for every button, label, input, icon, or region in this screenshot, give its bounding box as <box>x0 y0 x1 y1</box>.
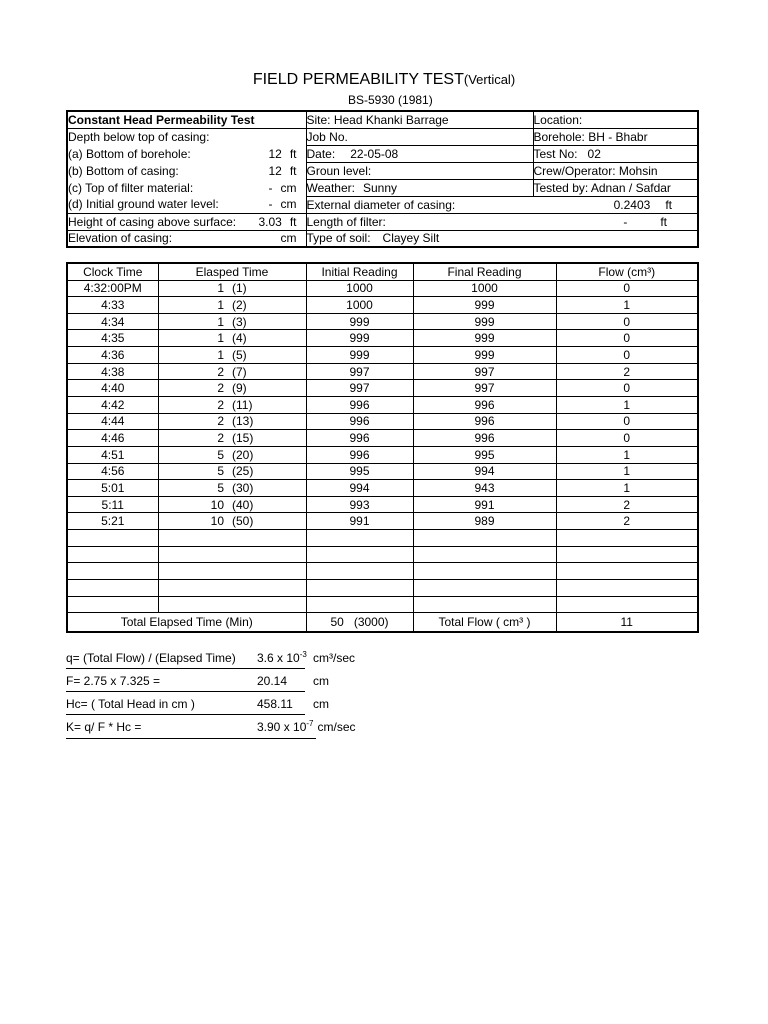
flow-cell: 1 <box>556 297 698 314</box>
total-elapsed-label: Total Elapsed Time (Min) <box>67 613 306 632</box>
elapsed-interval: 1 <box>217 297 224 312</box>
calc-k-label: K= q/ F * Hc = <box>66 720 142 734</box>
flow-cell: 0 <box>556 380 698 397</box>
initial-reading-cell: 1000 <box>306 297 413 314</box>
test-no-cell <box>533 145 698 162</box>
info-row <box>67 128 698 145</box>
final-reading-cell: 999 <box>413 313 556 330</box>
casing-bottom-cell <box>67 162 306 179</box>
elapsed-time-group <box>159 514 306 528</box>
empty-cell <box>158 530 306 547</box>
column-header-flow: Flow (cm³) <box>556 263 698 280</box>
empty-cell <box>306 580 413 597</box>
flow-cell: 0 <box>556 330 698 347</box>
initial-reading-cell: 997 <box>306 380 413 397</box>
flow-cell: 1 <box>556 463 698 480</box>
calc-f-value: 20.14 <box>257 674 288 688</box>
filter-length-label: Length of filter: <box>306 214 386 229</box>
final-reading-cell: 999 <box>413 347 556 364</box>
ground-water-field <box>68 197 306 211</box>
ground-water-cell <box>67 196 306 213</box>
empty-cell <box>306 530 413 547</box>
elapsed-time-cell <box>158 330 306 347</box>
elapsed-interval: 1 <box>217 331 224 346</box>
readings-header-row <box>67 263 698 280</box>
final-reading-cell: 994 <box>413 463 556 480</box>
elapsed-time-group <box>159 398 306 412</box>
initial-reading-cell: 1000 <box>306 280 413 297</box>
final-reading-cell: 995 <box>413 446 556 463</box>
flow-cell: 0 <box>556 347 698 364</box>
casing-height-unit: ft <box>289 214 297 229</box>
filter-length-field <box>307 215 698 229</box>
empty-cell <box>158 546 306 563</box>
soil-type-cell <box>306 230 698 247</box>
casing-diameter-value-group <box>614 198 697 212</box>
location-cell: Location: <box>533 111 698 128</box>
calc-q-unit: cm³/sec <box>313 651 355 665</box>
clock-time-cell: 5:11 <box>67 496 158 513</box>
flow-cell: 0 <box>556 413 698 430</box>
elapsed-cumulative: (5) <box>232 347 247 362</box>
calc-q <box>66 651 386 665</box>
elapsed-interval: 1 <box>217 347 224 362</box>
elapsed-time-cell <box>158 347 306 364</box>
elapsed-cumulative: (15) <box>232 431 254 446</box>
empty-row <box>67 563 698 580</box>
casing-elevation-unit: cm <box>280 231 297 246</box>
empty-cell <box>306 596 413 613</box>
initial-reading-cell: 996 <box>306 430 413 447</box>
elapsed-interval: 5 <box>217 447 224 462</box>
filter-length-value-group <box>623 215 697 229</box>
readings-table <box>66 262 699 633</box>
empty-cell <box>67 530 158 547</box>
empty-cell <box>556 580 698 597</box>
empty-cell <box>306 546 413 563</box>
total-flow-label: Total Flow ( cm³ ) <box>413 613 556 632</box>
borehole-bottom-field <box>68 147 306 161</box>
calc-hc-label: Hc= ( Total Head in cm ) <box>66 697 195 711</box>
total-elapsed-value: 50 <box>330 615 344 630</box>
elapsed-time-cell <box>158 280 306 297</box>
initial-reading-cell: 999 <box>306 313 413 330</box>
elapsed-time-cell <box>158 496 306 513</box>
calc-hc <box>66 697 386 711</box>
empty-cell <box>556 530 698 547</box>
initial-reading-cell: 997 <box>306 363 413 380</box>
calc-q-underline <box>66 668 305 669</box>
empty-cell <box>67 596 158 613</box>
calc-q-value-group <box>257 651 355 665</box>
info-row <box>67 111 698 128</box>
elapsed-cumulative: (1) <box>232 281 247 296</box>
initial-reading-cell: 991 <box>306 513 413 530</box>
filter-length-unit: ft <box>660 214 667 229</box>
elapsed-time-cell <box>158 513 306 530</box>
casing-height-label: Height of casing above surface: <box>68 214 237 229</box>
clock-time-cell: 4:36 <box>67 347 158 364</box>
calc-f-unit: cm <box>313 674 329 688</box>
empty-cell <box>158 596 306 613</box>
empty-cell <box>556 596 698 613</box>
total-flow-value: 11 <box>556 613 698 632</box>
elapsed-cumulative: (7) <box>232 364 247 379</box>
final-reading-cell: 1000 <box>413 280 556 297</box>
elapsed-cumulative: (50) <box>232 514 254 529</box>
filter-top-label: (c) Top of filter material: <box>68 180 194 195</box>
elapsed-cumulative: (40) <box>232 497 254 512</box>
empty-cell <box>67 563 158 580</box>
initial-reading-cell: 994 <box>306 480 413 497</box>
date-value: 22-05-08 <box>350 146 399 161</box>
clock-time-cell: 4:46 <box>67 430 158 447</box>
date-label: Date: <box>306 146 336 161</box>
casing-elevation-field <box>68 231 306 245</box>
borehole-bottom-cell <box>67 145 306 162</box>
clock-time-cell: 4:35 <box>67 330 158 347</box>
empty-cell <box>306 563 413 580</box>
casing-height-cell <box>67 213 306 230</box>
elapsed-time-group <box>159 281 306 295</box>
empty-cell <box>413 530 556 547</box>
initial-reading-cell: 995 <box>306 463 413 480</box>
empty-cell <box>158 580 306 597</box>
calc-q-label: q= (Total Flow) / (Elapsed Time) <box>66 651 236 665</box>
elapsed-time-group <box>159 498 306 512</box>
column-header-clock-time: Clock Time <box>67 263 158 280</box>
column-header-initial-reading: Initial Reading <box>306 263 413 280</box>
calc-f <box>66 674 386 688</box>
elapsed-interval: 10 <box>210 497 224 512</box>
clock-time-cell: 4:44 <box>67 413 158 430</box>
elapsed-interval: 1 <box>217 314 224 329</box>
casing-diameter-field <box>307 198 698 212</box>
elapsed-time-group <box>159 431 306 445</box>
elapsed-time-group <box>159 348 306 362</box>
flow-cell: 1 <box>556 480 698 497</box>
clock-time-cell: 4:32:00PM <box>67 280 158 297</box>
calc-f-underline <box>66 691 305 692</box>
final-reading-cell: 996 <box>413 396 556 413</box>
empty-cell <box>413 563 556 580</box>
readings-body <box>67 280 698 613</box>
reading-row <box>67 380 698 397</box>
elapsed-interval: 2 <box>217 381 224 396</box>
elapsed-cumulative: (25) <box>232 464 254 479</box>
reading-row <box>67 396 698 413</box>
casing-diameter-label: External diameter of casing: <box>306 197 456 212</box>
reading-row <box>67 513 698 530</box>
elapsed-interval: 2 <box>217 364 224 379</box>
info-row <box>67 213 698 230</box>
flow-cell: 1 <box>556 396 698 413</box>
casing-height-field <box>68 215 306 229</box>
casing-elevation-value-group <box>281 231 306 245</box>
calc-k <box>66 720 386 734</box>
final-reading-cell: 991 <box>413 496 556 513</box>
elapsed-interval: 2 <box>217 431 224 446</box>
calc-k-mantissa: 3.90 x 10 <box>257 720 307 734</box>
elapsed-time-group <box>159 298 306 312</box>
elapsed-time-cell <box>158 380 306 397</box>
site-cell: Site: Head Khanki Barrage <box>306 111 533 128</box>
elapsed-cumulative: (11) <box>232 397 253 412</box>
ground-level-cell: Groun level: <box>306 162 533 179</box>
calc-k-unit: cm/sec <box>317 720 356 734</box>
initial-reading-cell: 993 <box>306 496 413 513</box>
elapsed-time-cell <box>158 480 306 497</box>
total-elapsed-cell <box>306 613 413 632</box>
empty-cell <box>413 580 556 597</box>
casing-elevation-label: Elevation of casing: <box>68 231 173 246</box>
elapsed-cumulative: (4) <box>232 331 247 346</box>
empty-cell <box>413 546 556 563</box>
clock-time-cell: 4:38 <box>67 363 158 380</box>
tested-by-cell: Tested by: Adnan / Safdar <box>533 179 698 196</box>
casing-diameter-cell <box>306 196 698 213</box>
final-reading-cell: 999 <box>413 330 556 347</box>
empty-row <box>67 530 698 547</box>
clock-time-cell: 5:21 <box>67 513 158 530</box>
final-reading-cell: 997 <box>413 363 556 380</box>
calc-f-value-group <box>257 674 329 688</box>
column-header-final-reading: Final Reading <box>413 263 556 280</box>
elapsed-time-cell <box>158 446 306 463</box>
borehole-bottom-label: (a) Bottom of borehole: <box>68 146 191 161</box>
ground-water-value-group <box>269 197 306 211</box>
flow-cell: 0 <box>556 280 698 297</box>
filter-top-unit: cm <box>280 180 297 195</box>
elapsed-interval: 5 <box>217 464 224 479</box>
flow-cell: 2 <box>556 363 698 380</box>
reading-row <box>67 480 698 497</box>
job-no-cell: Job No. <box>306 128 533 145</box>
casing-height-value: 3.03 <box>258 214 282 229</box>
empty-cell <box>67 580 158 597</box>
standard-reference: BS-5930 (1981) <box>348 93 433 107</box>
empty-cell <box>556 546 698 563</box>
calc-hc-unit: cm <box>313 697 329 711</box>
final-reading-cell: 989 <box>413 513 556 530</box>
test-no-label: Test No: <box>533 146 578 161</box>
reading-row <box>67 280 698 297</box>
elapsed-time-group <box>159 331 306 345</box>
borehole-bottom-unit: ft <box>289 146 297 161</box>
reading-row <box>67 297 698 314</box>
clock-time-cell: 4:56 <box>67 463 158 480</box>
elapsed-cumulative: (9) <box>232 381 247 396</box>
elapsed-cumulative: (20) <box>232 447 254 462</box>
test-no-value: 02 <box>587 146 601 161</box>
casing-height-value-group <box>258 215 305 229</box>
clock-time-cell: 4:40 <box>67 380 158 397</box>
calc-q-exponent: -3 <box>299 650 307 659</box>
final-reading-cell: 996 <box>413 430 556 447</box>
reading-row <box>67 446 698 463</box>
elapsed-interval: 1 <box>217 281 224 296</box>
elapsed-cumulative: (30) <box>232 481 254 495</box>
initial-reading-cell: 999 <box>306 330 413 347</box>
weather-value: Sunny <box>362 180 397 195</box>
elapsed-interval: 2 <box>217 414 224 429</box>
elapsed-time-group <box>159 448 306 462</box>
calc-k-value <box>257 720 314 734</box>
weather-cell <box>306 179 533 196</box>
reading-row <box>67 430 698 447</box>
page-title <box>0 70 768 90</box>
filter-top-cell <box>67 179 306 196</box>
date-cell <box>306 145 533 162</box>
reading-row <box>67 347 698 364</box>
empty-cell <box>158 563 306 580</box>
calc-q-mantissa: 3.6 x 10 <box>257 651 300 665</box>
calc-hc-underline <box>66 714 305 715</box>
reading-row <box>67 463 698 480</box>
empty-cell <box>67 546 158 563</box>
info-row <box>67 230 698 247</box>
clock-time-cell: 5:01 <box>67 480 158 497</box>
clock-time-cell: 4:42 <box>67 396 158 413</box>
elapsed-cumulative: (3) <box>232 314 247 329</box>
soil-type-value: Clayey Silt <box>382 231 440 246</box>
filter-length-cell <box>306 213 698 230</box>
empty-row <box>67 580 698 597</box>
elapsed-interval: 10 <box>210 514 224 529</box>
ground-water-value: - <box>268 197 273 212</box>
elapsed-time-group <box>159 414 306 428</box>
final-reading-cell: 943 <box>413 480 556 497</box>
elapsed-time-group <box>159 481 306 495</box>
soil-type-label: Type of soil: <box>306 231 371 246</box>
casing-diameter-unit: ft <box>665 197 672 212</box>
empty-cell <box>556 563 698 580</box>
flow-cell: 2 <box>556 496 698 513</box>
calc-k-value-group <box>257 720 356 734</box>
filter-top-field <box>68 181 306 195</box>
test-type-cell: Constant Head Permeability Test <box>67 111 306 128</box>
casing-bottom-unit: ft <box>289 163 297 178</box>
calc-f-label: F= 2.75 x 7.325 = <box>66 674 161 688</box>
casing-bottom-field <box>68 164 306 178</box>
elapsed-cumulative: (2) <box>232 297 247 312</box>
test-info-table <box>66 110 699 248</box>
initial-reading-cell: 996 <box>306 446 413 463</box>
elapsed-time-cell <box>158 430 306 447</box>
total-elapsed-cumulative: (3000) <box>353 615 389 630</box>
filter-top-value: - <box>268 180 273 195</box>
final-reading-cell: 996 <box>413 413 556 430</box>
elapsed-time-group <box>159 464 306 478</box>
info-row <box>67 196 698 213</box>
initial-reading-cell: 996 <box>306 396 413 413</box>
elapsed-time-cell <box>158 297 306 314</box>
filter-top-value-group <box>269 181 306 195</box>
casing-bottom-value: 12 <box>268 163 282 178</box>
casing-diameter-value: 0.2403 <box>613 197 651 212</box>
reading-row <box>67 330 698 347</box>
total-elapsed-group <box>307 615 413 629</box>
totals-row <box>67 613 698 632</box>
depth-heading-cell: Depth below top of casing: <box>67 128 306 145</box>
calc-k-exponent: -7 <box>306 719 314 728</box>
column-header-elapsed-time: Elasped Time <box>158 263 306 280</box>
calc-hc-value-group <box>257 697 329 711</box>
elapsed-time-cell <box>158 463 306 480</box>
elapsed-time-cell <box>158 363 306 380</box>
info-row <box>67 162 698 179</box>
borehole-cell: Borehole: BH - Bhabr <box>533 128 698 145</box>
elapsed-time-group <box>159 315 306 329</box>
reading-row <box>67 313 698 330</box>
flow-cell: 1 <box>556 446 698 463</box>
elapsed-time-cell <box>158 313 306 330</box>
elapsed-interval: 2 <box>217 397 224 412</box>
empty-row <box>67 546 698 563</box>
elapsed-cumulative: (13) <box>232 414 254 429</box>
initial-reading-cell: 996 <box>306 413 413 430</box>
clock-time-cell: 4:34 <box>67 313 158 330</box>
title-main: FIELD PERMEABILITY TEST <box>252 71 464 88</box>
final-reading-cell: 999 <box>413 297 556 314</box>
elapsed-interval: 5 <box>217 481 224 495</box>
flow-cell: 0 <box>556 430 698 447</box>
borehole-bottom-value-group <box>268 147 305 161</box>
borehole-bottom-value: 12 <box>268 146 282 161</box>
clock-time-cell: 4:51 <box>67 446 158 463</box>
casing-bottom-label: (b) Bottom of casing: <box>68 163 179 178</box>
casing-elevation-cell <box>67 230 306 247</box>
reading-row <box>67 496 698 513</box>
reading-row <box>67 363 698 380</box>
calc-q-value <box>257 651 309 665</box>
flow-cell: 0 <box>556 313 698 330</box>
ground-water-label: (d) Initial ground water level: <box>68 197 219 212</box>
reading-row <box>67 413 698 430</box>
final-reading-cell: 997 <box>413 380 556 397</box>
elapsed-time-group <box>159 381 306 395</box>
initial-reading-cell: 999 <box>306 347 413 364</box>
title-suffix: (Vertical) <box>463 72 516 87</box>
crew-cell: Crew/Operator: Mohsin <box>533 162 698 179</box>
casing-bottom-value-group <box>268 164 305 178</box>
elapsed-time-cell <box>158 413 306 430</box>
elapsed-time-group <box>159 365 306 379</box>
weather-label: Weather: <box>306 180 355 195</box>
ground-water-unit: cm <box>280 197 297 212</box>
elapsed-time-cell <box>158 396 306 413</box>
empty-cell <box>413 596 556 613</box>
info-row <box>67 179 698 196</box>
info-row <box>67 145 698 162</box>
clock-time-cell: 4:33 <box>67 297 158 314</box>
readings-totals <box>67 613 698 632</box>
calc-k-underline <box>66 738 316 739</box>
calc-hc-value: 458.11 <box>257 697 293 711</box>
filter-length-value: - <box>623 214 628 229</box>
flow-cell: 2 <box>556 513 698 530</box>
empty-row <box>67 596 698 613</box>
